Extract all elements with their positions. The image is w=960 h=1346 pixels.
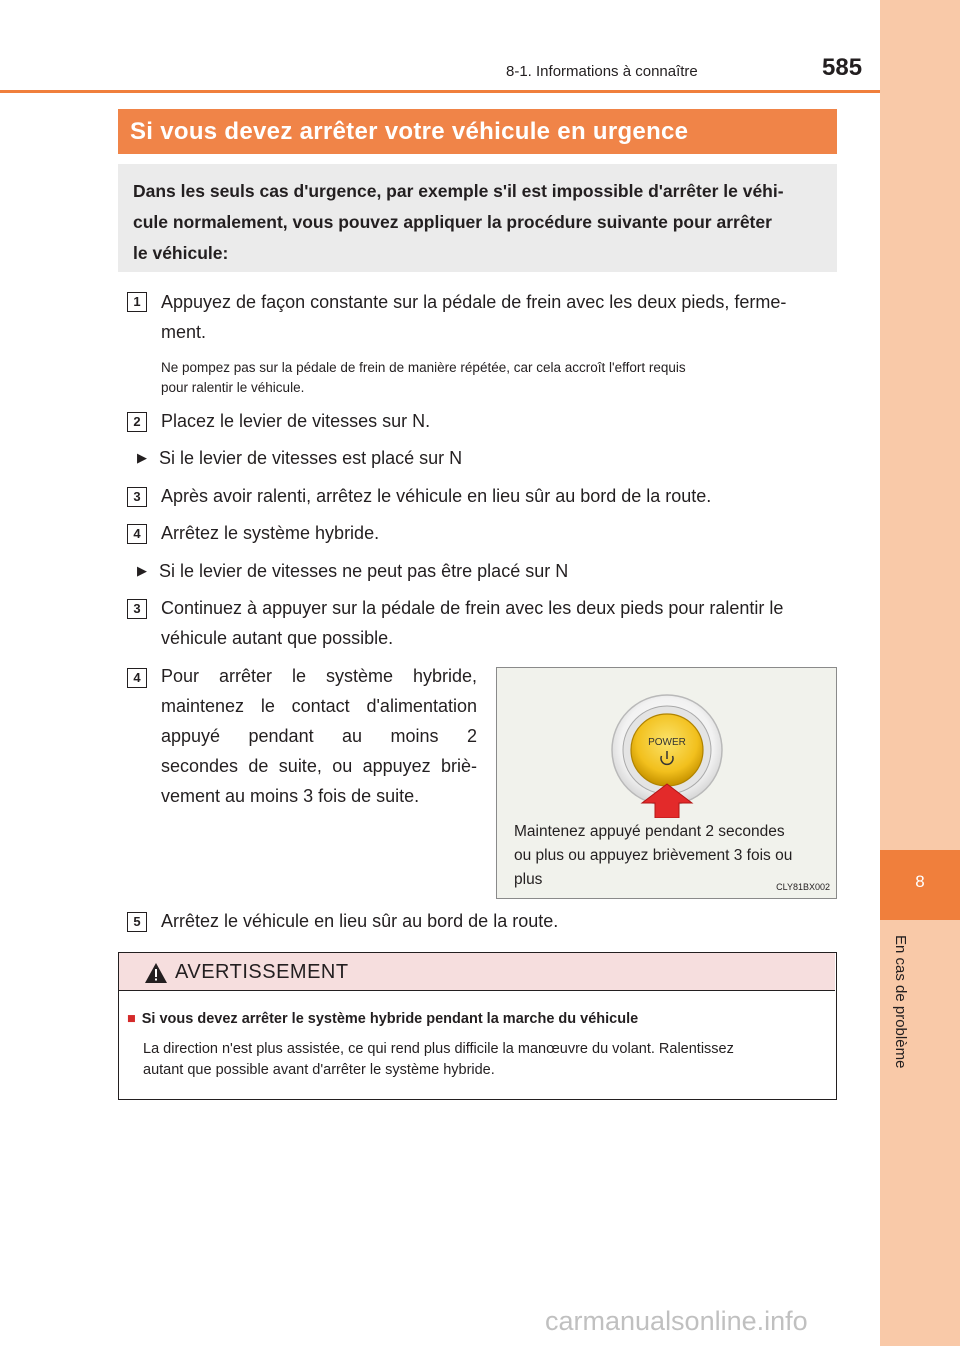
chapter-label: En cas de problème bbox=[892, 935, 909, 1069]
note-line: Ne pompez pas sur la pédale de frein de manière répétée, car cela accroît l'effort requis bbox=[161, 360, 686, 375]
warning-triangle-icon bbox=[144, 962, 168, 984]
intro-box bbox=[118, 164, 837, 272]
step-text bbox=[161, 287, 836, 347]
watermark: carmanualsonline.info bbox=[545, 1306, 808, 1336]
intro-line: cule normalement, vous pouvez appliquer la procédure suivante pour arrêter bbox=[133, 212, 772, 232]
chapter-number: 8 bbox=[915, 872, 925, 891]
caption-line: plus bbox=[514, 871, 543, 888]
bullet-square-icon: ■ bbox=[127, 1011, 136, 1027]
triangle-right-icon: ▶ bbox=[137, 563, 147, 578]
step-line: Continuez à appuyer sur la pédale de frein avec les deux pieds pour ralentir le bbox=[161, 598, 784, 618]
power-button bbox=[631, 714, 703, 786]
step-line: secondes de suite, ou appuyez briè- bbox=[161, 756, 477, 776]
section-title: Si vous devez arrêter votre véhicule en urgence bbox=[118, 109, 837, 154]
warning-line: La direction n'est plus assistée, ce qui rend plus difficile la manœuvre du volant. Ralentissez bbox=[143, 1041, 734, 1057]
intro-line: le véhicule: bbox=[133, 243, 229, 263]
power-button-illustration bbox=[497, 668, 838, 818]
power-button-label: POWER bbox=[648, 737, 686, 748]
branch-heading bbox=[137, 556, 568, 586]
step-number: 4 bbox=[127, 524, 147, 544]
branch-label: Si le levier de vitesses est placé sur N bbox=[159, 448, 463, 468]
step-text: Après avoir ralenti, arrêtez le véhicule en lieu sûr au bord de la route. bbox=[161, 486, 712, 506]
branch-heading bbox=[137, 443, 462, 473]
warning-item-title bbox=[127, 1011, 638, 1027]
step-line: appuyé pendant au moins 2 bbox=[161, 726, 477, 746]
warning-header bbox=[119, 953, 835, 991]
step-number: 3 bbox=[127, 599, 147, 619]
chapter-sidebar bbox=[880, 0, 960, 1346]
step-number: 1 bbox=[127, 292, 147, 312]
step-number: 2 bbox=[127, 412, 147, 432]
header-divider bbox=[0, 90, 880, 93]
step-line: vement au moins 3 fois de suite. bbox=[161, 786, 420, 806]
power-switch-figure bbox=[496, 667, 837, 899]
caption-line: Maintenez appuyé pendant 2 secondes bbox=[514, 823, 785, 840]
step-text: Placez le levier de vitesses sur N. bbox=[161, 411, 431, 431]
step-line: Appuyez de façon constante sur la pédale de frein avec les deux pieds, ferme- bbox=[161, 292, 787, 312]
figure-code: CLY81BX002 bbox=[776, 882, 830, 892]
step-line: véhicule autant que possible. bbox=[161, 628, 394, 648]
step-text: Arrêtez le véhicule en lieu sûr au bord de la route. bbox=[161, 911, 559, 931]
step-text bbox=[161, 593, 836, 653]
caption-line: ou plus ou appuyez brièvement 3 fois ou bbox=[514, 847, 793, 864]
step-line: ment. bbox=[161, 322, 207, 342]
warning-box bbox=[118, 952, 837, 1100]
intro-line: Dans les seuls cas d'urgence, par exemple s'il est impossible d'arrêter le véhi- bbox=[133, 181, 784, 201]
step-text: Arrêtez le système hybride. bbox=[161, 523, 380, 543]
warning-line: autant que possible avant d'arrêter le système hybride. bbox=[143, 1062, 495, 1078]
step-number: 5 bbox=[127, 912, 147, 932]
step-note bbox=[161, 358, 836, 398]
step-number: 3 bbox=[127, 487, 147, 507]
branch-label: Si le levier de vitesses ne peut pas être placé sur N bbox=[159, 561, 569, 581]
step-line: Pour arrêter le système hybride, bbox=[161, 666, 477, 686]
triangle-right-icon: ▶ bbox=[137, 450, 147, 465]
warning-body bbox=[143, 1039, 833, 1081]
header-section-title: 8-1. Informations à connaître bbox=[506, 63, 698, 80]
warning-item-label: Si vous devez arrêter le système hybride pendant la marche du véhicule bbox=[141, 1011, 639, 1027]
step-line: maintenez le contact d'alimentation bbox=[161, 696, 477, 716]
note-line: pour ralentir le véhicule. bbox=[161, 380, 305, 395]
warning-title: AVERTISSEMENT bbox=[175, 961, 349, 983]
step-number: 4 bbox=[127, 668, 147, 688]
page-number: 585 bbox=[822, 54, 863, 81]
step-text bbox=[161, 661, 477, 811]
